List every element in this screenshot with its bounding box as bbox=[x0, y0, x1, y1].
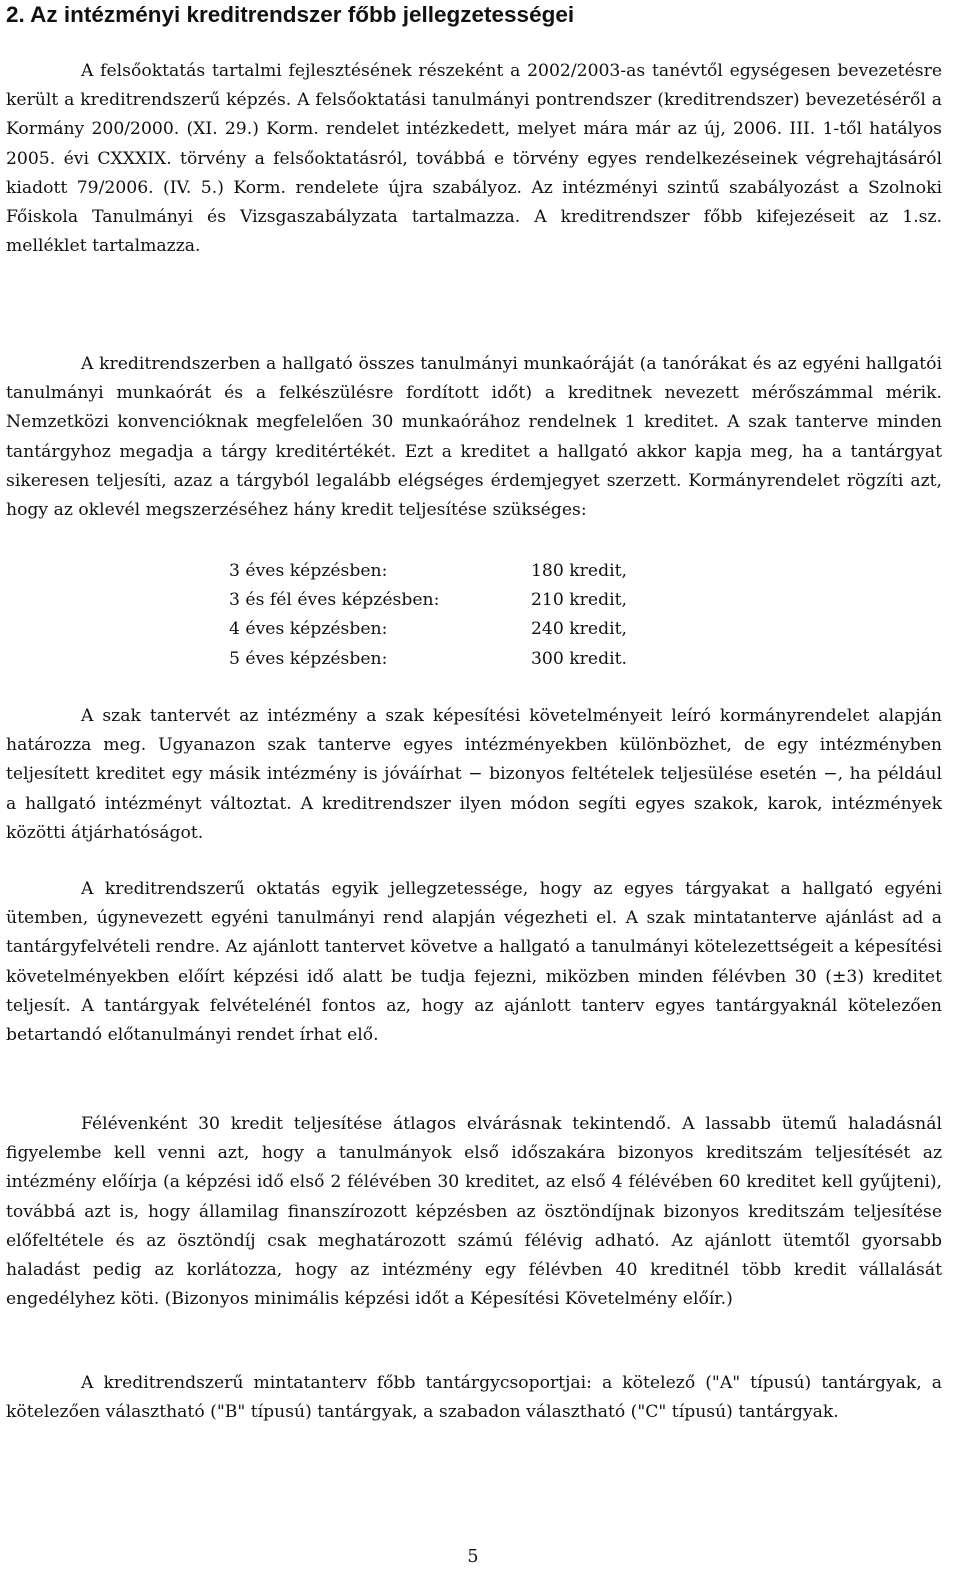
credit-row bbox=[229, 586, 669, 615]
page-number: 5 bbox=[467, 1547, 479, 1567]
credit-requirements-list bbox=[229, 557, 669, 674]
credit-row-value: 210 kredit, bbox=[531, 590, 627, 611]
credit-row-value: 300 kredit. bbox=[531, 648, 627, 669]
paragraph-subject-groups: A kreditrendszerű mintatanterv főbb tantárgycsoportjai: a kötelező ("A" típusú) tantárgyak, a kötelezően választható ("B" típusú) tantárgyak, a szabadon választható ("C" típusú) tantárgyak. bbox=[6, 1373, 942, 1423]
paragraph-curriculum: A szak tantervét az intézmény a szak képesítési követelményeit leíró kormányrendelet alapján határozza meg. Ugyanazon szak tanterve egyes intézményekben különbözhet, de egy intézményben teljesített kreditet egy másik intézmény is jóváírhat − bizonyos feltételek teljesülése esetén −, ha például a hallgató intézményt változtat. A kreditrendszer ilyen módon segíti egyes szakok, karok, intézmények közötti átjárhatóságot. bbox=[6, 706, 942, 843]
credit-row-label: 3 és fél éves képzésben: bbox=[229, 590, 440, 611]
paragraph-semester-credits: Félévenként 30 kredit teljesítése átlagos elvárásnak tekintendő. A lassabb ütemű haladásnál figyelembe kell venni azt, hogy a tanulmányok első időszakára bizonyos kreditszám teljesítését az intézmény előírja (a képzési idő első 2 félévében 30 kreditet, az első 4 félévében 60 kreditet kell gyűjteni), továbbá azt is, hogy államilag finanszírozott képzésben az ösztöndíjnak bizonyos kreditszám teljesítése előfeltétele és az ösztöndíj csak meghatározott számú félévig adható. Az ajánlott ütemtől gyorsabb haladást pedig az korlátozza, hogy az intézmény egy félévben 40 kreditnél több kredit vállalását engedélyhez köti. (Bizonyos minimális képzési időt a Képesítési Követelmény előír.) bbox=[6, 1114, 942, 1310]
paragraph-credit-definition: A kreditrendszerben a hallgató összes tanulmányi munkaóráját (a tanórákat és az egyéni hallgatói tanulmányi munkaórát és a felkészülésre fordított időt) a kreditnek nevezett mérőszámmal mérik. Nemzetközi konvencióknak megfelelően 30 munkaórához rendelnek 1 kreditet. A szak tanterve minden tantárgyhoz megadja a tárgy kreditértékét. Ezt a kreditet a hallgató akkor kapja meg, ha a tantárgyat sikeresen teljesíti, azaz a tárgyból legalább elégséges érdemjegyet szerzett. Kormányrendelet rögzíti azt, hogy az oklevél megszerzéséhez hány kredit teljesítése szükséges: bbox=[6, 354, 942, 521]
credit-row-label: 3 éves képzésben: bbox=[229, 561, 388, 581]
credit-row-value: 240 kredit, bbox=[531, 619, 627, 640]
credit-row bbox=[229, 645, 669, 674]
credit-row bbox=[229, 557, 669, 586]
paragraph-individual-pace: A kreditrendszerű oktatás egyik jellegzetessége, hogy az egyes tárgyakat a hallgató egyéni ütemben, úgynevezett egyéni tanulmányi rend alapján végezheti el. A szak mintatanterve ajánlást ad a tantárgyfelvételi rendre. Az ajánlott tantervet követve a hallgató a tanulmányi kötelezettségeit a képesítési követelményekben előírt képzési idő alatt be tudja fejezni, miközben minden félévben 30 (±3) kreditet teljesít. A tantárgyak felvételénél fontos az, hogy az ajánlott tanterv egyes tantárgyaknál kötelezően betartandó előtanulmányi rendet írhat elő. bbox=[6, 879, 942, 1046]
paragraph-intro: A felsőoktatás tartalmi fejlesztésének részeként a 2002/2003-as tanévtől egységesen bevezetésre került a kreditrendszerű képzés. A felsőoktatási tanulmányi pontrendszer (kreditrendszer) bevezetéséről a Kormány 200/2000. (XI. 29.) Korm. rendelet intézkedett, melyet mára már az új, 2006. III. 1-től hatályos 2005. évi CXXXIX. törvény a felsőoktatásról, továbbá e törvény egyes rendelkezéseinek végrehajtásáról kiadott 79/2006. (IV. 5.) Korm. rendelete újra szabályoz. Az intézményi szintű szabályozást a Szolnoki Főiskola Tanulmányi és Vizsgaszabályzata tartalmazza. A kreditrendszer főbb kifejezéseit az 1.sz. melléklet tartalmazza. bbox=[6, 61, 942, 257]
section-heading: 2. Az intézményi kreditrendszer főbb jellegzetességei bbox=[6, 2, 575, 27]
credit-row-label: 4 éves képzésben: bbox=[229, 619, 388, 640]
credit-row-value: 180 kredit, bbox=[531, 561, 627, 581]
credit-row bbox=[229, 615, 669, 644]
credit-row-label: 5 éves képzésben: bbox=[229, 648, 388, 669]
